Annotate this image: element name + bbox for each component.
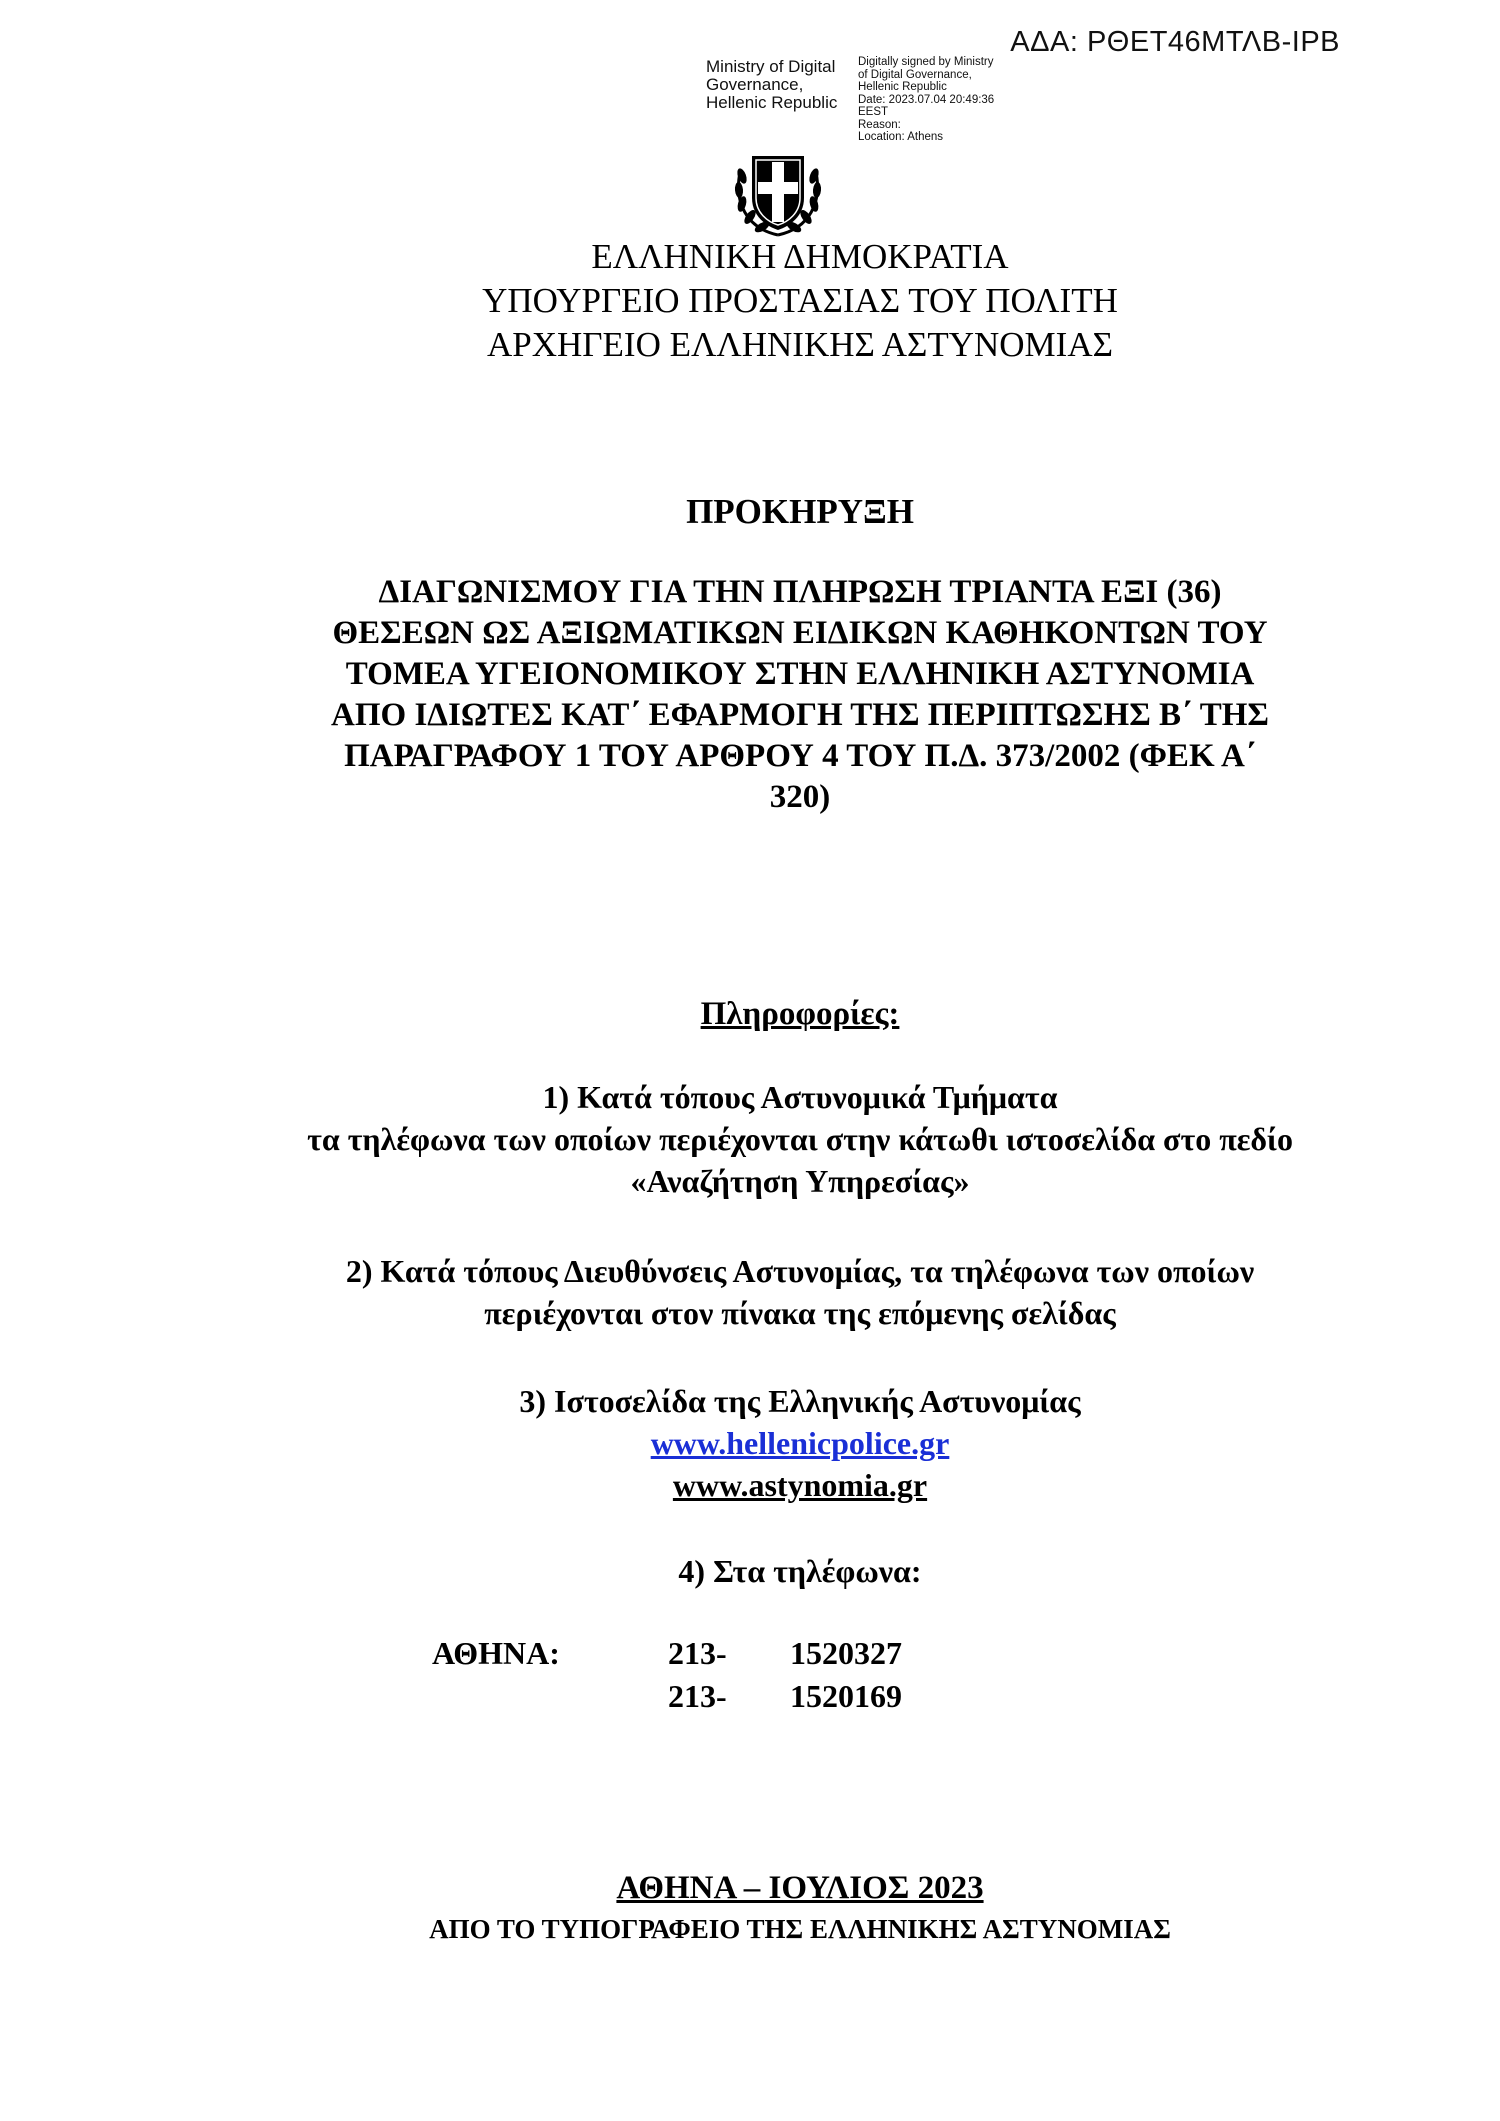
subject-line: ΘΕΣΕΩΝ ΩΣ ΑΞΙΩΜΑΤΙΚΩΝ ΕΙΔΙΚΩΝ ΚΑΘΗΚΟΝΤΩΝ ΤΟΥ [332,615,1268,651]
subject-line: 320) [769,779,831,815]
subject-line: ΤΟΜΕΑ ΥΓΕΙΟΝΟΜΙΚΟΥ ΣΤΗΝ ΕΛΛΗΝΙΚΗ ΑΣΤΥΝΟΜΙΑ [345,656,1255,692]
info-line: περιέχονται στον πίνακα της επόμενης σελίδας [484,1295,1116,1331]
info-item-phones-heading: 4) Στα τηλέφωνα: [678,1553,922,1589]
signature-signer [706,58,850,112]
subject-line: ΔΙΑΓΩΝΙΣΜΟΥ ΓΙΑ ΤΗΝ ΠΛΗΡΩΣΗ ΤΡΙΑΝΤΑ ΕΞΙ (36) [378,574,1222,610]
phone-number: 1520169 [790,1678,902,1714]
info-item-websites [0,1380,1500,1506]
ada-code: ΑΔΑ: ΡΘΕΤ46ΜΤΛΒ-ΙΡΒ [1010,26,1340,58]
signature-signer-line: Governance, [706,75,804,94]
phone-number: 1520327 [790,1635,902,1671]
footer-place-date: ΑΘΗΝΑ – ΙΟΥΛΙΟΣ 2023 [616,1870,984,1906]
phone-prefix: 213- [668,1635,727,1671]
signature-detail-line: Date: 2023.07.04 20:49:36 [858,93,995,106]
signature-detail-line: Location: Athens [858,131,944,143]
proclamation-title: ΠΡΟΚΗΡΥΞΗ [686,492,914,531]
signature-detail-line: Reason: [858,118,901,131]
subject-line: ΠΑΡΑΓΡΑΦΟΥ 1 ΤΟΥ ΑΡΘΡΟΥ 4 ΤΟΥ Π.Δ. 373/2002 (ΦΕΚ Α΄ [344,738,1256,774]
info-item-police-directorates [0,1250,1500,1334]
phone-city: ΑΘΗΝΑ: [432,1635,560,1671]
header-republic: ΕΛΛΗΝΙΚΗ ΔΗΜΟΚΡΑΤΙΑ [591,237,1009,276]
footer-printer: ΑΠΟ ΤΟ ΤΥΠΟΓΡΑΦΕΙΟ ΤΗΣ ΕΛΛΗΝΙΚΗΣ ΑΣΤΥΝΟΜΙΑΣ [429,1914,1171,1944]
info-line: 3) Ιστοσελίδα της Ελληνικής Αστυνομίας [519,1383,1081,1419]
greek-coat-of-arms-icon [728,140,828,240]
info-line: «Αναζήτηση Υπηρεσίας» [630,1163,970,1199]
issuing-authority [0,235,1500,367]
signature-detail-line: Hellenic Republic [858,81,947,93]
signature-detail-line: of Digital Governance, [858,68,972,81]
info-item-police-stations [0,1076,1500,1202]
info-heading: Πληροφορίες: [700,996,900,1032]
header-ministry: ΥΠΟΥΡΓΕΙΟ ΠΡΟΣΤΑΣΙΑΣ ΤΟΥ ΠΟΛΙΤΗ [482,281,1118,320]
phone-prefix: 213- [668,1678,727,1714]
signature-signer-line: Hellenic Republic [706,93,838,112]
signature-signer-line: Ministry of Digital [706,57,836,76]
signature-detail-line: EEST [858,106,889,118]
info-line: τα τηλέφωνα των οποίων περιέχονται στην κάτωθι ιστοσελίδα στο πεδίο [307,1121,1293,1157]
proclamation-subject [0,572,1500,818]
info-line: 1) Κατά τόπους Αστυνομικά Τμήματα [542,1079,1058,1115]
hellenicpolice-link[interactable]: www.hellenicpolice.gr [650,1425,950,1461]
header-police-hq: ΑΡΧΗΓΕΙΟ ΕΛΛΗΝΙΚΗΣ ΑΣΤΥΝΟΜΙΑΣ [487,325,1113,364]
signature-detail-line: Digitally signed by Ministry [858,56,994,68]
signature-details [858,56,1008,144]
info-line: 2) Κατά τόπους Διευθύνσεις Αστυνομίας, τα τηλέφωνα των οποίων [345,1253,1255,1289]
astynomia-link[interactable]: www.astynomia.gr [672,1467,928,1503]
subject-line: ΑΠΟ ΙΔΙΩΤΕΣ ΚΑΤ΄ ΕΦΑΡΜΟΓΗ ΤΗΣ ΠΕΡΙΠΤΩΣΗΣ Β΄ ΤΗΣ [331,697,1269,733]
